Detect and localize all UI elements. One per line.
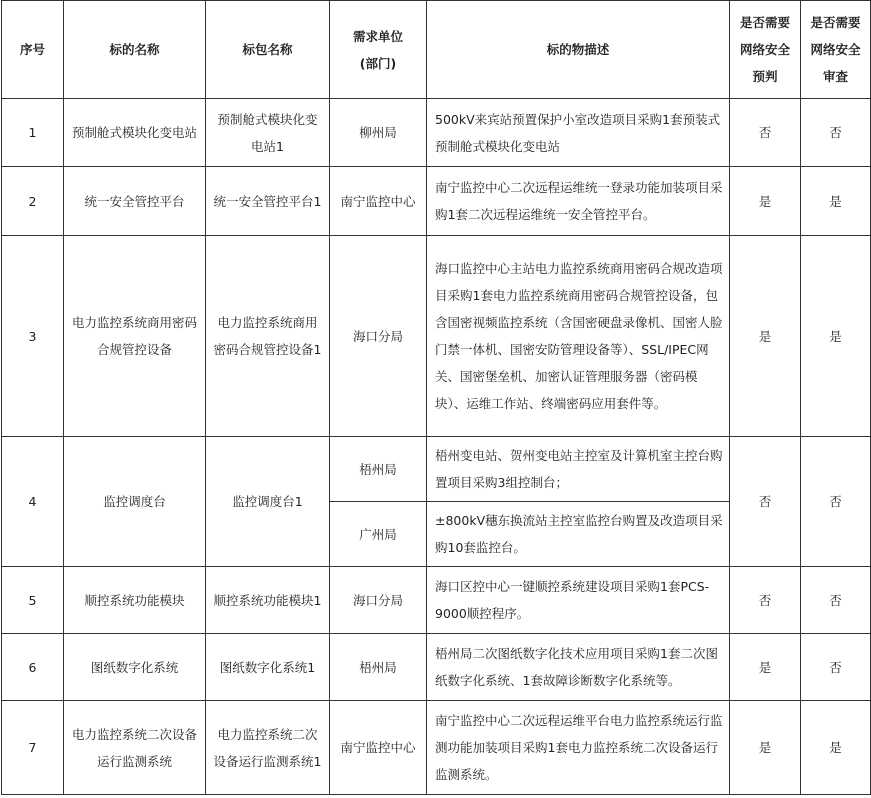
cell-name: 电力监控系统二次设备运行监测系统 xyxy=(64,701,206,795)
cell-dept: 海口分局 xyxy=(330,567,427,634)
header-review-line3: 审查 xyxy=(822,69,848,84)
header-dept-line2: (部门) xyxy=(359,55,397,71)
cell-package: 统一安全管控平台1 xyxy=(206,167,330,236)
cell-index: 4 xyxy=(2,437,64,567)
header-row xyxy=(2,1,871,99)
cell-name: 预制舱式模块化变电站 xyxy=(64,99,206,167)
header-desc: 标的物描述 xyxy=(427,1,730,99)
cell-package: 图纸数字化系统1 xyxy=(206,634,330,701)
cell-name: 统一安全管控平台 xyxy=(64,167,206,236)
cell-desc: 海口区控中心一键顺控系统建设项目采购1套PCS-9000顺控程序。 xyxy=(427,567,730,634)
cell-package: 预制舱式模块化变电站1 xyxy=(206,99,330,167)
cell-predict: 是 xyxy=(730,167,801,236)
cell-predict: 否 xyxy=(730,567,801,634)
header-predict-line1: 是否需要 xyxy=(739,15,790,30)
header-package: 标包名称 xyxy=(206,1,330,99)
cell-package: 电力监控系统二次设备运行监测系统1 xyxy=(206,701,330,795)
cell-dept: 南宁监控中心 xyxy=(330,167,427,236)
table-row xyxy=(2,567,871,634)
cell-name: 监控调度台 xyxy=(64,437,206,567)
cell-index: 3 xyxy=(2,236,64,437)
cell-name: 电力监控系统商用密码合规管控设备 xyxy=(64,236,206,437)
cell-desc: 海口监控中心主站电力监控系统商用密码合规改造项目采购1套电力监控系统商用密码合规管控设备，包含国密视频监控系统（含国密硬盘录像机、国密人脸门禁一体机、国密安防管理设备等）、SSL/IPEC网关、国密堡垒机、加密认证管理服务器（密码模块）、运维工作站、终端密码应用套件等。 xyxy=(427,236,730,437)
header-dept xyxy=(330,1,427,99)
cell-dept: 海口分局 xyxy=(330,236,427,437)
header-security-review xyxy=(801,1,871,99)
cell-package: 电力监控系统商用密码合规管控设备1 xyxy=(206,236,330,437)
procurement-table xyxy=(1,0,871,795)
header-index: 序号 xyxy=(2,1,64,99)
cell-index: 5 xyxy=(2,567,64,634)
cell-review: 是 xyxy=(801,167,871,236)
header-name: 标的名称 xyxy=(64,1,206,99)
header-review-line1: 是否需要 xyxy=(810,15,861,30)
cell-predict: 是 xyxy=(730,701,801,795)
cell-dept: 南宁监控中心 xyxy=(330,701,427,795)
table-row xyxy=(2,437,871,502)
cell-dept: 广州局 xyxy=(330,502,427,567)
cell-index: 6 xyxy=(2,634,64,701)
cell-package: 顺控系统功能模块1 xyxy=(206,567,330,634)
cell-predict: 是 xyxy=(730,236,801,437)
cell-name: 顺控系统功能模块 xyxy=(64,567,206,634)
cell-desc: ±800kV穗东换流站主控室监控台购置及改造项目采购10套监控台。 xyxy=(427,502,730,567)
cell-name: 图纸数字化系统 xyxy=(64,634,206,701)
cell-desc: 梧州局二次图纸数字化技术应用项目采购1套二次图纸数字化系统、1套故障诊断数字化系统等。 xyxy=(427,634,730,701)
cell-review: 否 xyxy=(801,567,871,634)
cell-review: 是 xyxy=(801,701,871,795)
cell-index: 2 xyxy=(2,167,64,236)
cell-review: 否 xyxy=(801,437,871,567)
table-row xyxy=(2,701,871,795)
table-row xyxy=(2,99,871,167)
cell-predict: 否 xyxy=(730,99,801,167)
header-dept-line1: 需求单位 xyxy=(352,28,403,44)
cell-predict: 是 xyxy=(730,634,801,701)
cell-review: 否 xyxy=(801,99,871,167)
cell-review: 否 xyxy=(801,634,871,701)
cell-desc: 南宁监控中心二次远程运维统一登录功能加装项目采购1套二次远程运维统一安全管控平台。 xyxy=(427,167,730,236)
cell-desc: 南宁监控中心二次远程运维平台电力监控系统运行监测功能加装项目采购1套电力监控系统二次设备运行监测系统。 xyxy=(427,701,730,795)
cell-desc: 梧州变电站、贺州变电站主控室及计算机室主控台购置项目采购3组控制台； xyxy=(427,437,730,502)
table-row xyxy=(2,236,871,437)
cell-dept: 柳州局 xyxy=(330,99,427,167)
cell-package: 监控调度台1 xyxy=(206,437,330,567)
header-review-line2: 网络安全 xyxy=(810,42,861,57)
cell-dept: 梧州局 xyxy=(330,634,427,701)
header-predict-line3: 预判 xyxy=(752,69,778,84)
header-predict-line2: 网络安全 xyxy=(739,42,790,57)
header-security-predict xyxy=(730,1,801,99)
table-row xyxy=(2,167,871,236)
cell-dept: 梧州局 xyxy=(330,437,427,502)
table-row xyxy=(2,634,871,701)
cell-index: 1 xyxy=(2,99,64,167)
cell-predict: 否 xyxy=(730,437,801,567)
cell-index: 7 xyxy=(2,701,64,795)
cell-desc: 500kV来宾站预置保护小室改造项目采购1套预装式预制舱式模块化变电站 xyxy=(427,99,730,167)
cell-review: 是 xyxy=(801,236,871,437)
